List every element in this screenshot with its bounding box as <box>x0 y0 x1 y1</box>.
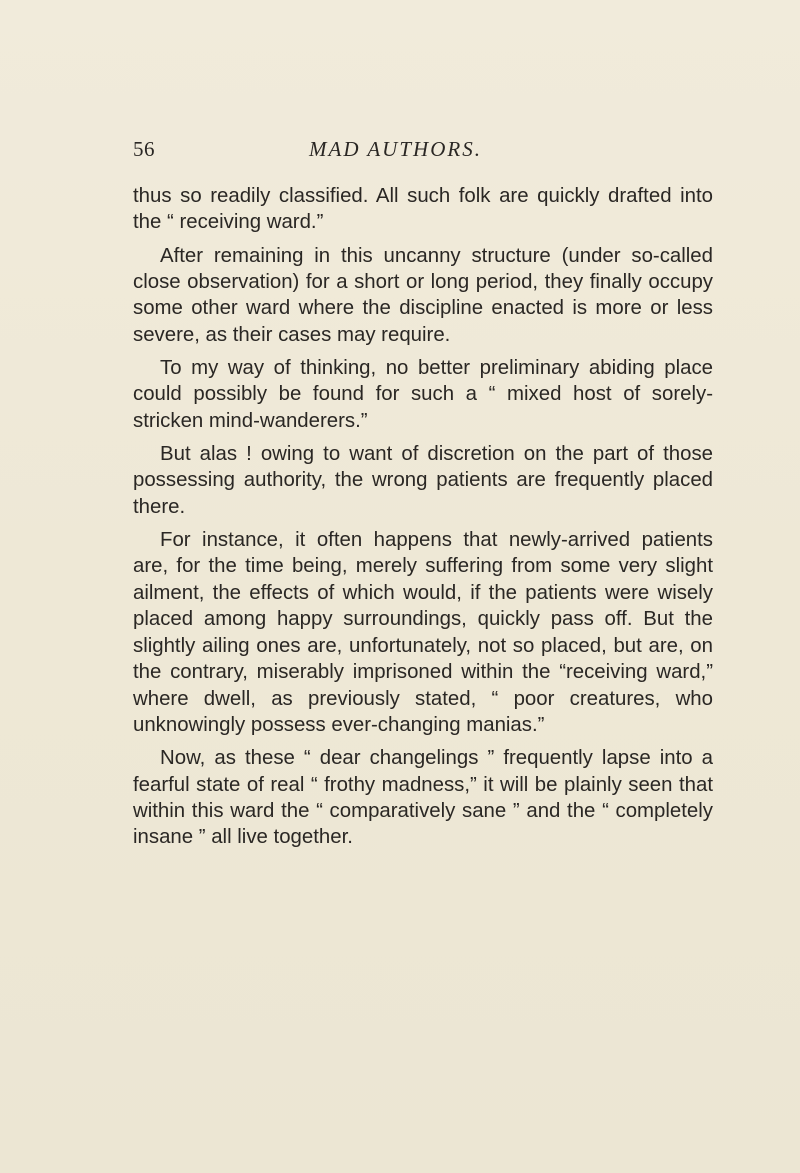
paragraph-4: But alas ! owing to want of discretion on the part of those possessing authority, the wrong patients are frequently placed there. <box>133 443 713 518</box>
paragraph-2: After remaining in this uncanny structure (under so-called close observation) for a short or long period, they finally occupy some other ward where the discipline enacted is more or less severe, as their cases may require. <box>133 244 713 346</box>
paragraph-1: thus so readily classified. All such folk are quickly drafted into the “ receiving ward.” <box>133 185 713 234</box>
page-header <box>133 137 713 167</box>
paragraph-6: Now, as these “ dear changelings ” frequently lapse into a fearful state of real “ frothy madness,” it will be plainly seen that within this ward the “ comparatively sane ” and the “ completely insane ” all live together. <box>133 747 713 849</box>
paragraph-5: For instance, it often happens that newly-arrived patients are, for the time being, merely suffering from some very slight ailment, the effects of which would, if the patients were wisely placed among happy surroundings, quickly pass off. But the slightly ailing ones are, unfortunately, not so placed, but are, on the contrary, miserably imprisoned within the “receiving ward,” where dwell, as previously stated, “ poor creatures, who unknowingly possess ever-changing manias.” <box>133 529 713 736</box>
page-number: 56 <box>133 137 155 161</box>
paragraph-3: To my way of thinking, no better preliminary abiding place could possibly be found for such a “ mixed host of sorely-stricken mind-wanderers.” <box>133 357 713 432</box>
running-head: MAD AUTHORS. <box>309 137 482 161</box>
body-text <box>133 183 713 858</box>
